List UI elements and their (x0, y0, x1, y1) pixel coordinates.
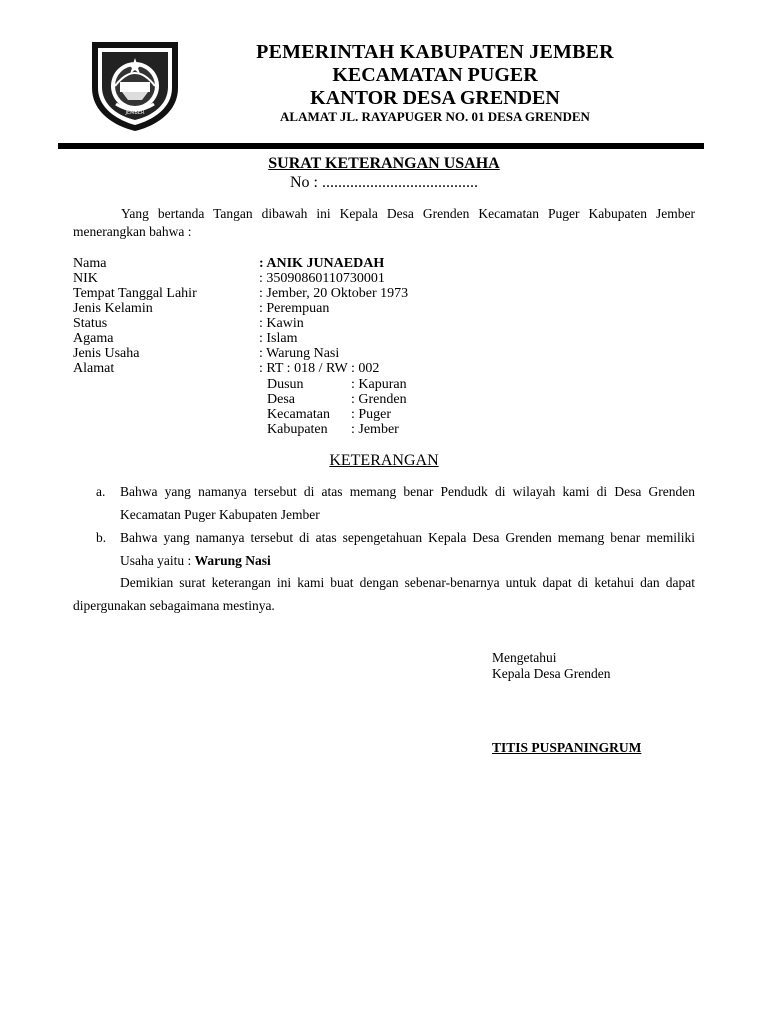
regency-logo (90, 40, 180, 132)
address-value: : Kapuran (351, 377, 407, 392)
address-label: Dusun (267, 377, 304, 392)
keterangan-title: KETERANGAN (329, 452, 439, 469)
address-value: : Grenden (351, 392, 407, 407)
item-text: Bahwa yang namanya tersebut di atas sepengetahuan Kepala Desa Grenden memang benar memiliki Usaha yaitu : Warung Nasi (120, 530, 695, 568)
item-marker: b. (96, 530, 107, 545)
field-label: Agama (73, 331, 114, 346)
field-label: NIK (73, 271, 98, 286)
address-label: Kabupaten (267, 422, 328, 437)
signature-caption-1: Mengetahui (492, 650, 557, 665)
field-value: : Perempuan (259, 301, 330, 316)
item-text: Bahwa yang namanya tersebut di atas memang benar Pendudk di wilayah kami di Desa Grenden Kecamatan Puger Kabupaten Jember (120, 484, 695, 522)
statement-item (73, 480, 695, 526)
document-title: SURAT KETERANGAN USAHA (268, 155, 500, 172)
address-label: Kecamatan (267, 407, 330, 422)
field-label: Tempat Tanggal Lahir (73, 286, 197, 301)
header-divider (58, 143, 704, 149)
field-label: Nama (73, 256, 107, 271)
field-value: : ANIK JUNAEDAH (259, 256, 385, 271)
field-value: : RT : 018 / RW : 002 (259, 361, 380, 376)
field-value: : 35090860110730001 (259, 271, 385, 286)
address-label: Desa (267, 392, 295, 407)
header-line-2: KECAMATAN PUGER (332, 64, 538, 86)
field-value: : Jember, 20 Oktober 1973 (259, 286, 409, 301)
logo-text: JEMBER (125, 110, 145, 116)
field-label: Jenis Usaha (73, 346, 140, 361)
item-marker: a. (96, 484, 106, 499)
header-address: ALAMAT JL. RAYAPUGER NO. 01 DESA GRENDEN (280, 109, 590, 124)
intro-paragraph: Yang bertanda Tangan dibawah ini Kepala Desa Grenden Kecamatan Puger Kabupaten Jember menerangkan bahwa : (73, 206, 695, 239)
field-value: : Islam (259, 331, 298, 346)
signature-caption-2: Kepala Desa Grenden (492, 666, 611, 681)
statement-item (73, 526, 695, 572)
field-value: : Kawin (259, 316, 304, 331)
document-number: No : ....................................... (290, 174, 478, 191)
address-value: : Jember (351, 422, 399, 437)
address-value: : Puger (351, 407, 392, 422)
field-value: : Warung Nasi (259, 346, 340, 361)
header-line-3: KANTOR DESA GRENDEN (310, 87, 560, 109)
field-label: Alamat (73, 361, 115, 376)
field-label: Jenis Kelamin (73, 301, 153, 316)
header-line-1: PEMERINTAH KABUPATEN JEMBER (256, 41, 614, 63)
closing-paragraph: Demikian surat keterangan ini kami buat dengan sebenar-benarnya untuk dapat di ketahui dan dapat dipergunakan sebagaimana mestinya. (73, 575, 695, 613)
field-label: Status (73, 316, 108, 331)
signatory-name: TITIS PUSPANINGRUM (492, 740, 642, 755)
